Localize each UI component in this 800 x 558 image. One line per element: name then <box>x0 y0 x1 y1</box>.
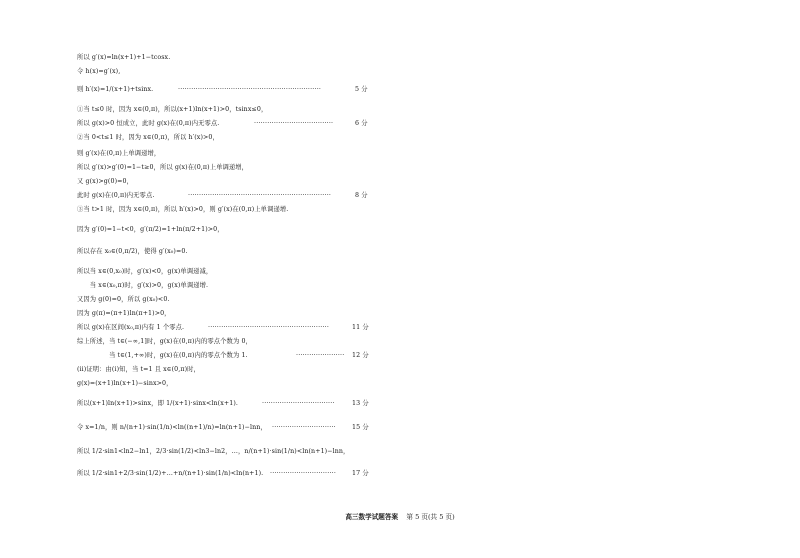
line-24: 令 x=1/n，则 n/(n+1)·sin(1/n)<ln((n+1)/n)=ln(n+1)−lnn， <box>77 424 267 431</box>
line-22: g(x)=(x+1)ln(x+1)−sinx>0， <box>77 380 173 387</box>
score-label: 13 分 <box>352 400 369 407</box>
line-16: 又因为 g(0)=0，所以 g(x₀)<0. <box>77 296 170 303</box>
line-26: 所以 1/2·sin1+2/3·sin(1/2)+…+n/(n+1)·sin(1/n)<ln(n+1). <box>77 470 264 477</box>
dot-leader: ································································· <box>178 86 322 93</box>
dot-leader: ······························ <box>270 470 337 477</box>
score-label: 12 分 <box>352 352 369 359</box>
line-15: 当 x∈(x₀,π)时，g′(x)>0，g(x)单调递增. <box>77 282 209 289</box>
line-12: 因为 g′(0)=1−t<0，g′(π/2)=1+ln(π/2+1)>0， <box>77 226 224 233</box>
footer-title: 高三数学试题答案 <box>345 513 399 521</box>
score-label: 5 分 <box>355 86 368 93</box>
dot-leader: ···································· <box>254 120 334 127</box>
line-4: ①当 t≤0 时，因为 x∈(0,π)，所以(x+1)ln(x+1)>0，tsinx≤0， <box>77 106 268 113</box>
score-label: 6 分 <box>355 120 368 127</box>
dot-leader: ······················································· <box>208 324 330 331</box>
line-10: 此时 g(x)在(0,π)内无零点. <box>77 192 155 199</box>
line-21: (ii)证明：由(i)知，当 t=1 且 x∈(0,π)时， <box>77 366 200 373</box>
dot-leader: ································································· <box>188 192 332 199</box>
line-19: 综上所述，当 t∈(−∞,1]时，g(x)在(0,π)内的零点个数为 0， <box>77 338 252 345</box>
line-1: 所以 g′(x)=ln(x+1)+1−tcosx. <box>77 54 171 61</box>
dot-leader: ····························· <box>272 424 336 431</box>
score-label: 8 分 <box>355 192 368 199</box>
line-7: 则 g′(x)在(0,π)上单调递增， <box>77 150 161 157</box>
line-11: ③当 t>1 时，因为 x∈(0,π)，所以 h′(x)>0，则 g′(x)在(0,π)上单调递增. <box>77 206 289 213</box>
dot-leader: ······················ <box>296 352 345 359</box>
dot-leader: ································· <box>262 400 335 407</box>
footer-page-number: 第 5 页(共 5 页) <box>406 513 455 521</box>
line-3: 则 h′(x)=1/(x+1)+tsinx. <box>77 86 154 93</box>
line-25: 所以 1/2·sin1<ln2−ln1，2/3·sin(1/2)<ln3−ln2，…，n/(n+1)·sin(1/n)<ln(n+1)−lnn， <box>77 448 350 455</box>
line-2: 令 h(x)=g′(x), <box>77 68 121 75</box>
line-20: 当 t∈(1,+∞)时，g(x)在(0,π)内的零点个数为 1. <box>77 352 248 359</box>
line-8: 所以 g′(x)>g′(0)=1−t≥0，所以 g(x)在(0,π)上单调递增， <box>77 164 249 171</box>
score-label: 15 分 <box>352 424 369 431</box>
line-18: 所以 g(x)在区间(x₀,π)内有 1 个零点. <box>77 324 185 331</box>
line-9: 又 g(x)>g(0)=0， <box>77 178 133 185</box>
line-6: ②当 0<t≤1 时，因为 x∈(0,π)，所以 h′(x)>0， <box>77 134 219 141</box>
score-label: 11 分 <box>352 324 369 331</box>
line-5: 所以 g(x)>0 恒成立，此时 g(x)在(0,π)内无零点. <box>77 120 220 127</box>
line-17: 因为 g(π)=(π+1)ln(π+1)>0， <box>77 310 171 317</box>
page-footer <box>0 512 800 522</box>
line-13: 所以存在 x₀∈(0,π/2)，使得 g′(x₀)=0. <box>77 248 188 255</box>
score-label: 17 分 <box>352 470 369 477</box>
line-23: 所以(x+1)ln(x+1)>sinx，即 1/(x+1)·sinx<ln(x+1). <box>77 400 239 407</box>
line-14: 所以当 x∈(0,x₀)时，g′(x)<0，g(x)单调递减， <box>77 268 213 275</box>
